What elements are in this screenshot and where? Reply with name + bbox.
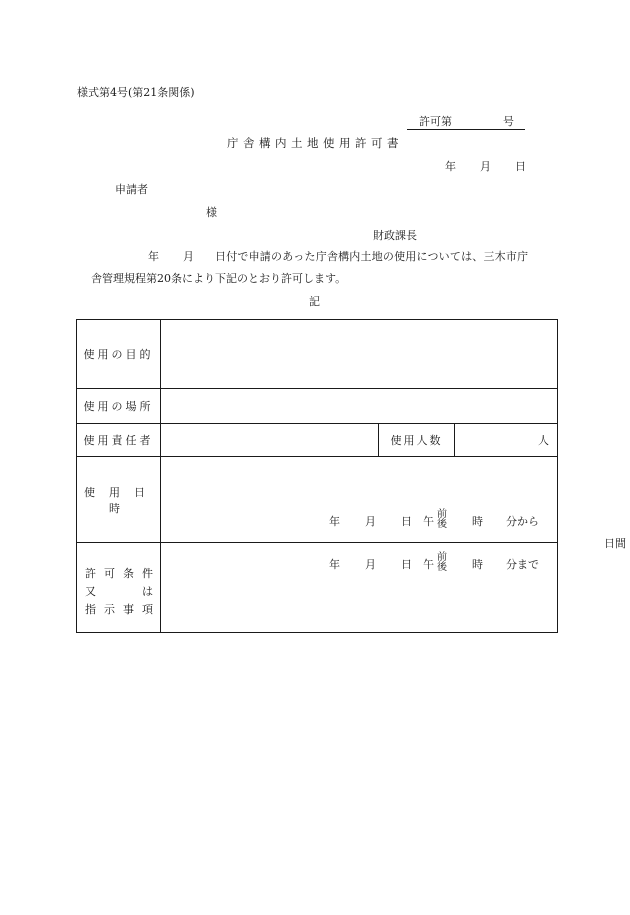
- from-hour: 時: [472, 514, 483, 528]
- permit-table: [76, 319, 626, 633]
- from-month: 月: [365, 514, 376, 528]
- place-label: 使用の場所: [77, 389, 161, 424]
- datetime-row: [77, 457, 558, 543]
- permit-number-prefix: 許可第: [419, 115, 452, 128]
- to-year: 年: [329, 557, 340, 571]
- body-line-1: 日付で申請のあった庁舎構内土地の使用については、三木市庁: [215, 250, 529, 263]
- cond-3d: 項: [142, 603, 153, 616]
- cond-1a: 許: [85, 567, 96, 580]
- from-day: 日: [401, 514, 412, 528]
- honorific: 様: [206, 206, 217, 219]
- purpose-label: 使用の目的: [77, 320, 161, 389]
- cond-1d: 件: [142, 567, 153, 580]
- issuer: 財政課長: [373, 229, 417, 242]
- document-title: 庁舎構内土地使用許可書: [227, 136, 403, 150]
- body-month: 月: [183, 250, 194, 263]
- to-hour: 時: [472, 557, 483, 571]
- date-month: 月: [480, 160, 491, 173]
- cond-2a: 又: [85, 585, 96, 598]
- permit-number: [407, 116, 525, 130]
- manager-row: [77, 424, 558, 457]
- datetime-field[interactable]: [161, 457, 626, 573]
- permit-number-suffix: 号: [503, 115, 514, 128]
- body-line-2: 舎管理規程第20条により下記のとおり許可します。: [91, 272, 347, 285]
- applicant-label: 申請者: [115, 183, 148, 196]
- ki-heading: 記: [309, 295, 320, 308]
- days-suffix: 日間: [604, 536, 626, 550]
- count-field[interactable]: [455, 424, 558, 457]
- body-year: 年: [148, 250, 159, 263]
- from-ampm-bottom: 後: [437, 518, 447, 530]
- manager-field[interactable]: [161, 424, 379, 457]
- to-ampm-mid: 午: [423, 557, 434, 571]
- purpose-field[interactable]: [161, 320, 558, 389]
- from-minute: 分から: [506, 514, 539, 528]
- from-ampm-top: 前: [437, 508, 447, 520]
- purpose-row: [77, 320, 558, 389]
- manager-label: 使用責任者: [77, 424, 161, 457]
- date-day: 日: [515, 160, 526, 173]
- cond-3b: 示: [104, 603, 115, 616]
- cond-3c: 事: [123, 603, 134, 616]
- form-code: 様式第4号(第21条関係): [77, 86, 195, 99]
- cond-2b: は: [142, 585, 153, 598]
- date-year: 年: [445, 160, 456, 173]
- count-unit: 人: [538, 434, 550, 447]
- to-minute: 分まで: [506, 557, 539, 571]
- cond-3a: 指: [85, 603, 96, 616]
- to-month: 月: [365, 557, 376, 571]
- to-ampm-top: 前: [437, 551, 447, 563]
- cond-1c: 条: [123, 567, 134, 580]
- to-day: 日: [401, 557, 412, 571]
- conditions-field[interactable]: [161, 543, 558, 633]
- datetime-label: 使用日時: [77, 457, 161, 543]
- from-year: 年: [329, 514, 340, 528]
- from-ampm-mid: 午: [423, 514, 434, 528]
- to-ampm-bottom: 後: [437, 561, 447, 573]
- place-row: [77, 389, 558, 424]
- count-label: 使用人数: [379, 424, 455, 457]
- conditions-label: [77, 543, 161, 633]
- cond-1b: 可: [104, 567, 115, 580]
- place-field[interactable]: [161, 389, 558, 424]
- conditions-row: [77, 543, 558, 633]
